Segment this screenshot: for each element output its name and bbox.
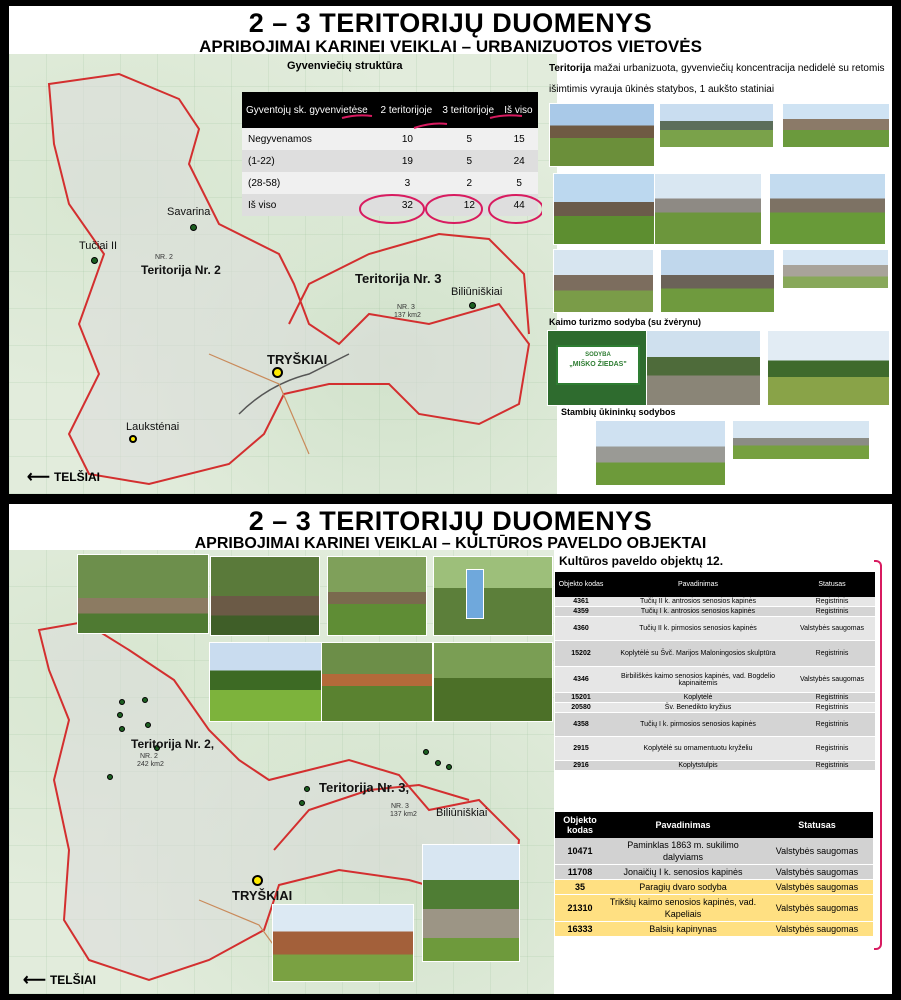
table-cell: 3: [377, 172, 439, 194]
heritage-marker: [299, 800, 305, 806]
table-row: [555, 922, 873, 937]
heritage-marker: [119, 699, 125, 705]
table-row: [555, 895, 873, 922]
place-savarina: Savarina: [167, 206, 211, 218]
table-row: [555, 865, 873, 880]
table-cell: 15201: [555, 693, 607, 703]
table-row: [555, 597, 875, 607]
heritage-marker: [145, 722, 151, 728]
table-cell: 10: [377, 128, 439, 150]
heritage-marker: [435, 760, 441, 766]
table-cell: Valstybės saugomas: [761, 895, 873, 922]
table-cell: (1-22): [242, 150, 377, 172]
table-header: Pavadinimas: [607, 572, 789, 597]
farms-caption: Stambių ūkininkų sodybos: [561, 407, 676, 417]
structure-title: Gyvenviečių struktūra: [287, 60, 403, 72]
map-nr-label: NR. 3: [391, 803, 409, 810]
table-cell: 12: [438, 194, 500, 216]
barn-photo: [782, 249, 889, 289]
table-cell: 21310: [555, 895, 605, 922]
table-row: [555, 641, 875, 667]
town-marker: [252, 875, 263, 886]
table-cell: 5: [438, 128, 500, 150]
territory-3-label: Teritorija Nr. 3: [355, 271, 442, 286]
table-cell: Balsių kapinynas: [605, 922, 761, 937]
table-cell: Registrinis: [789, 761, 875, 771]
table-cell: Registrinis: [789, 703, 875, 713]
heritage-marker: [423, 749, 429, 755]
table-row: [555, 693, 875, 703]
heritage-shrine-photo: [433, 556, 553, 636]
table-row: [555, 607, 875, 617]
town-tryskiai: TRYŠKIAI: [267, 352, 328, 367]
heritage-marker: [142, 697, 148, 703]
intro-body: mažai urbanizuota, gyvenviečių koncentracija nedidelė su retomis išimtimis vyrauja ūkinės statybos, 1 aukšto statiniai: [549, 63, 885, 95]
heritage-sign-photo: [321, 642, 433, 722]
table-cell: Registrinis: [789, 597, 875, 607]
highlight-bracket: [874, 560, 882, 950]
slide-subtitle: APRIBOJIMAI KARINEI VEIKLAI – KULTŪROS PAVELDO OBJEKTAI: [194, 535, 707, 552]
table-cell: 20580: [555, 703, 607, 713]
tourism-sign-photo: [547, 330, 647, 406]
table-row: [555, 880, 873, 895]
table-cell: 44: [500, 194, 538, 216]
table-cell: 11708: [555, 865, 605, 880]
intro-text: [549, 58, 889, 100]
table-cell: Valstybės saugomas: [761, 838, 873, 865]
heritage-forest-photo: [433, 642, 553, 722]
table-cell: Registrinis: [789, 713, 875, 737]
table-cell: Valstybės saugomas: [789, 617, 875, 641]
table-cell: 4361: [555, 597, 607, 607]
direction-label: TELŠIAI: [49, 973, 96, 987]
place-biliuniskiai: Biliūniškiai: [436, 807, 488, 819]
table-cell: Koplytėlė su Švč. Marijos Maloningosios skulptūra: [607, 641, 789, 667]
place-biliuniskiai: Biliūniškiai: [451, 286, 503, 298]
table-cell: Tučių I k. pirmosios senosios kapinės: [607, 713, 789, 737]
rural-house-photo: [553, 173, 657, 245]
table-cell: 15: [500, 128, 538, 150]
table-cell: 4358: [555, 713, 607, 737]
table-cell: Koplytėlė su ornamentuotu kryželiu: [607, 737, 789, 761]
table-cell: Jonaičių I k. senosios kapinės: [605, 865, 761, 880]
place-laukstenai: Lauksténai: [126, 421, 180, 433]
territory-2-label: Teritorija Nr. 2: [141, 263, 221, 277]
heritage-field-photo: [209, 642, 324, 722]
enclosure-photo: [767, 330, 890, 406]
rural-house-photo: [659, 103, 774, 148]
rural-house-photo: [549, 103, 655, 167]
table-row: [555, 617, 875, 641]
table-row: [555, 703, 875, 713]
table-cell: Šv. Benedikto kryžius: [607, 703, 789, 713]
table-cell: 16333: [555, 922, 605, 937]
table-cell: 4359: [555, 607, 607, 617]
table-cell: Trikšių kaimo senosios kapinės, vad. Kapeliais: [605, 895, 761, 922]
heritage-table-protected: [555, 812, 873, 937]
table-cell: Tučių II k. pirmosios senosios kapinės: [607, 617, 789, 641]
table-cell: 10471: [555, 838, 605, 865]
table-cell: 4346: [555, 667, 607, 693]
table-cell: 2: [438, 172, 500, 194]
heritage-marker: [304, 786, 310, 792]
table-cell: Iš viso: [242, 194, 377, 216]
table-cell: Registrinis: [789, 641, 875, 667]
intro-bold: Teritorija: [549, 63, 592, 74]
heritage-count: Kultūros paveldo objektų 12.: [559, 554, 724, 568]
settlement-marker: [469, 302, 476, 309]
map-nr-label: NR. 2: [140, 753, 158, 760]
table-cell: Koplytėlė: [607, 693, 789, 703]
table-header: Statusas: [789, 572, 875, 597]
table-header: Iš viso: [500, 92, 538, 128]
sign-line: SODYBA: [585, 352, 611, 358]
tourism-house-photo: [646, 330, 761, 406]
table-cell: Koplytstulpis: [607, 761, 789, 771]
arrow-left-icon: ⟵: [27, 469, 50, 486]
table-cell: Tučių I k. antrosios senosios kapinės: [607, 607, 789, 617]
heritage-cemetery-photo: [77, 554, 209, 634]
table-row: [555, 838, 873, 865]
heritage-marker: [117, 712, 123, 718]
table-header: 2 teritorijoje: [377, 92, 439, 128]
table-cell: 4360: [555, 617, 607, 641]
tourism-sign: [556, 345, 640, 385]
tourism-caption: Kaimo turizmo sodyba (su žvėrynu): [549, 317, 702, 327]
table-cell: 5: [438, 150, 500, 172]
settlement-marker: [190, 224, 197, 231]
settlement-marker: [129, 435, 137, 443]
settlement-marker: [91, 257, 98, 264]
table-cell: Negyvenamos: [242, 128, 377, 150]
table-cell: 5: [500, 172, 538, 194]
place-tuciai-ii: Tučiai II: [79, 240, 118, 252]
annotation-circles: [242, 92, 542, 232]
table-header: Objekto kodas: [555, 572, 607, 597]
table-header: Pavadinimas: [605, 812, 761, 838]
map-area-label: 242 km2: [137, 761, 164, 768]
heritage-marker: [446, 764, 452, 770]
table-cell: Valstybės saugomas: [761, 880, 873, 895]
table-cell: Birbiliškės kaimo senosios kapinės, vad. Bogdelio kapinaitėmis: [607, 667, 789, 693]
farmstead-photo: [595, 420, 726, 486]
table-row: [555, 761, 875, 771]
table-cell: Registrinis: [789, 607, 875, 617]
table-cell: 15202: [555, 641, 607, 667]
map-area-label: 137 km2: [390, 811, 417, 818]
table-cell: Registrinis: [789, 737, 875, 761]
table-cell: Valstybės saugomas: [761, 922, 873, 937]
monument-photo: [422, 844, 520, 962]
table-header: Statusas: [761, 812, 873, 838]
table-cell: 19: [377, 150, 439, 172]
slide-subtitle: APRIBOJIMAI KARINEI VEIKLAI – URBANIZUOTOS VIETOVĖS: [199, 37, 702, 56]
rural-house-photo: [553, 249, 654, 313]
arrow-left-icon: ⟵: [23, 972, 46, 989]
rural-house-photo: [769, 173, 886, 245]
table-cell: (28-58): [242, 172, 377, 194]
sign-line: „MIŠKO ŽIEDAS": [569, 361, 627, 368]
table-cell: Valstybės saugomas: [761, 865, 873, 880]
table-cell: Paragių dvaro sodyba: [605, 880, 761, 895]
direction-telsiai: [27, 467, 100, 487]
table-cell: Valstybės saugomas: [789, 667, 875, 693]
table-row: [555, 737, 875, 761]
territory-3-label: Teritorija Nr. 3,: [319, 780, 410, 795]
table-header: Objekto kodas: [555, 812, 605, 838]
table-cell: 2915: [555, 737, 607, 761]
table-cell: 2916: [555, 761, 607, 771]
direction-telsiai: [23, 970, 96, 990]
table-cell: 32: [377, 194, 439, 216]
shrine-shape: [466, 569, 484, 619]
map-area-label: 137 km2: [394, 312, 421, 319]
slide-cultural-heritage: [9, 504, 892, 994]
table-cell: Registrinis: [789, 693, 875, 703]
rural-house-photo: [782, 103, 890, 148]
map-nr-label: NR. 2: [155, 254, 173, 261]
slide-urbanized-areas: [9, 6, 892, 494]
territory-2-label: Teritorija Nr. 2,: [131, 737, 215, 751]
table-cell: Paminklas 1863 m. sukilimo dalyviams: [605, 838, 761, 865]
heritage-marker: [107, 774, 113, 780]
heritage-cross-photo: [327, 556, 427, 636]
heritage-cemetery-photo: [210, 556, 320, 636]
table-row: [555, 713, 875, 737]
heritage-table-registered: [555, 572, 875, 771]
map-nr-label: NR. 3: [397, 304, 415, 311]
direction-label: TELŠIAI: [53, 470, 100, 484]
table-cell: Tučių II k. antrosios senosios kapinės: [607, 597, 789, 607]
slide-title: 2 – 3 TERITORIJŲ DUOMENYS: [248, 506, 653, 536]
table-cell: 35: [555, 880, 605, 895]
heritage-marker: [119, 726, 125, 732]
rural-house-photo: [654, 173, 762, 245]
table-header: 3 teritorijoje: [438, 92, 500, 128]
town-tryskiai: TRYŠKIAI: [232, 888, 293, 903]
farmstead-photo: [732, 420, 870, 460]
slide-title: 2 – 3 TERITORIJŲ DUOMENYS: [248, 8, 653, 38]
table-header: Gyventojų sk. gyvenvietėse: [242, 92, 377, 128]
rural-house-photo: [660, 249, 775, 313]
manor-photo: [272, 904, 414, 982]
table-row: [555, 667, 875, 693]
town-marker: [272, 367, 283, 378]
table-cell: 24: [500, 150, 538, 172]
